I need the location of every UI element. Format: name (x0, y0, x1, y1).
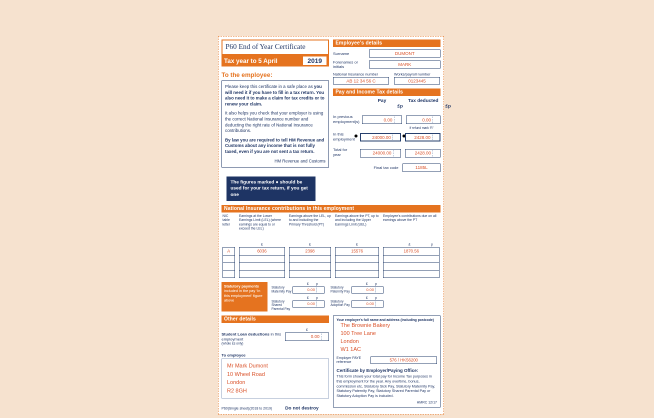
earnings-at-lel-field: 6036 (257, 248, 267, 254)
statutory-payments-label: Statutory payments included in the pay ‘In this employment’ figure above (222, 282, 268, 311)
nino-label: National Insurance number (333, 72, 379, 77)
ni-empty-cell (239, 270, 284, 278)
pence-sign: p (316, 282, 318, 286)
student-loan-field: 0.00 (285, 332, 329, 341)
previous-tax-field: 0.00 (406, 116, 441, 125)
pound-sign: £ (397, 103, 400, 109)
statutory-maternity-pay-field: 0.00 (293, 286, 325, 293)
pound-sign: £ (306, 328, 308, 332)
ni-empty-cell (336, 262, 379, 270)
final-tax-code-field: 1185L (403, 163, 441, 172)
figures-marked-note: The figures marked ● should be used for your tax return, if you get one (227, 176, 316, 201)
pound-sign: £ (365, 296, 368, 300)
forenames-label: Forenames or initials (333, 60, 358, 69)
pence-sign: p (375, 282, 377, 286)
ni-empty-cell (239, 262, 284, 270)
pound-sign: £ (306, 296, 309, 300)
section-other-details: Other details (222, 315, 330, 323)
ni-letter-column (223, 247, 235, 278)
nino-field: AB 12 34 56 C (333, 77, 389, 85)
surname-label: Surname (333, 51, 350, 56)
pound-sign: £ (306, 282, 309, 286)
ni-lel-pt-column (289, 247, 331, 278)
pound-sign: £ (445, 103, 448, 109)
forenames-field: MARK (369, 61, 441, 69)
paye-reference-row (337, 356, 438, 365)
instruction-paragraph: By law you are required to tell HM Revenue and Customs about any income that is not fully taxed, even if you are not sent a tax return. (225, 137, 325, 155)
ni-empty-cell (223, 270, 234, 278)
ni-lel-column (239, 247, 285, 278)
form-footer (222, 406, 330, 412)
pound-sign: £ (408, 242, 411, 247)
employer-address-line: The Brownie Bakery (340, 322, 391, 329)
statutory-payments-section (222, 282, 441, 311)
left-column (222, 40, 330, 201)
employee-address-box (222, 359, 330, 399)
ni-empty-cell (223, 255, 234, 263)
pay-column-header: Pay (377, 98, 387, 104)
employee-address-line: Mr Mark Dumont (227, 363, 268, 370)
pound-sign: £ (260, 242, 263, 247)
total-pay-field: 24000.00 (360, 149, 401, 158)
employee-address-line: London (227, 379, 246, 386)
ni-contributions-column (383, 247, 439, 278)
paye-reference-field: 576 / HK56200 (371, 356, 438, 364)
ni-empty-cell (384, 255, 439, 263)
payroll-number-label: Works/payroll number (394, 72, 431, 77)
employer-address-line: W1 1AC (340, 346, 361, 353)
statutory-adoption-pay-field: 0.00 (352, 300, 384, 307)
pay-row-previous-employment: In previous employment(s) 0.00 0.00 (333, 113, 441, 124)
statutory-maternity-pay: Statutory Maternity Pay £ p 0.00 (272, 282, 327, 294)
refund-note: if refund mark ‘R’ (409, 126, 434, 131)
final-tax-code-row (333, 163, 441, 172)
pay-row-this-employment: if refund mark ‘R’ In this employment 24000.00 2428.00 (333, 131, 441, 142)
section-ni-contributions: National Insurance contributions in this employment (222, 205, 441, 213)
do-not-destroy-label: Do not destroy (285, 405, 319, 412)
this-employment-pay-field: 24000.00 (360, 133, 401, 142)
employer-address-line: London (340, 338, 359, 345)
ni-empty-cell (384, 270, 439, 278)
ni-empty-cell (239, 255, 284, 263)
ni-empty-cell (289, 255, 330, 263)
employer-column (333, 315, 441, 411)
pence-sign: p (447, 103, 451, 109)
employee-contributions-field: 1870.56 (403, 248, 419, 254)
ni-empty-cell (336, 255, 379, 263)
section-employee-details: Employee's details (333, 40, 441, 48)
pence-sign: p (431, 242, 434, 247)
employee-address-line: R2 8GH (227, 387, 247, 394)
certificate-text: This form shows your total pay for Income Tax purposes in this employment for the year. Any overtime, bonus, commission etc, Statutory Sick Pay, Statutory Maternity Pay, Statutory Paternity Pay, Statutory Shared Parental Pay or Statutory Adoption Pay is included. (336, 374, 436, 399)
this-employment-tax-field: 2428.00 (405, 133, 441, 142)
pence-sign: p (399, 103, 403, 109)
statutory-adoption-pay: Statutory Adoption Pay £ p 0.00 (331, 296, 386, 312)
final-tax-code-label: Final tax code (373, 165, 399, 170)
total-tax-field: 2428.00 (405, 149, 441, 158)
ni-col-header-lel-pt: Earnings above the LEL, up to and including the Primary Threshold (PT) (288, 214, 331, 227)
ni-table (222, 212, 441, 279)
statutory-shared-parental-pay-field: 0.00 (293, 300, 325, 307)
pound-sign: £ (365, 282, 368, 286)
section-pay-tax: Pay and Income Tax details (333, 89, 441, 97)
employer-address-header: Your employer's full name and address (including postcode) (336, 318, 434, 322)
certificate-heading: Certificate by Employer/Paying Office: (336, 368, 419, 374)
statutory-paternity-pay-field: 0.00 (352, 286, 384, 293)
tax-deducted-column-header: Tax deducted (408, 98, 439, 104)
ni-col-header-pt-uel: Earnings above the PT, up to and including the Upper Earnings Limit (UEL) (335, 214, 379, 227)
ni-pt-uel-column (335, 247, 379, 278)
pence-sign: p (375, 296, 377, 300)
to-employee-heading: To the employee: (221, 71, 273, 79)
tax-year-label: Tax year to 5 April (224, 57, 278, 65)
ni-empty-cell (223, 262, 234, 270)
ni-col-header-letter: NIC table letter (222, 214, 231, 227)
hmrc-signature: HM Revenue and Customs (274, 158, 326, 164)
tax-year-value: 2019 (303, 57, 326, 66)
statutory-shared-parental-pay: Statutory Shared Parental Pay £ p 0.00 (272, 296, 327, 312)
earnings-pt-to-uel-field: 15576 (351, 248, 363, 254)
ni-empty-cell (289, 262, 330, 270)
employer-address-line: 100 Tree Lane (340, 330, 376, 337)
student-loan-row: Student Loan deductions in this employment (whole £s only) £ 0.00 (222, 328, 330, 346)
statutory-paternity-pay: Statutory Paternity Pay £ p 0.00 (331, 282, 386, 294)
employer-details-box (333, 315, 441, 407)
to-employee-label: To employee (221, 353, 246, 358)
ni-empty-cell (384, 262, 439, 270)
ni-empty-cell (336, 270, 379, 278)
p60-form-sheet (218, 36, 451, 412)
ni-empty-cell (289, 270, 330, 278)
form-id: P60(Single sheet)(2018 to 2019) (221, 407, 273, 411)
pay-row-total-year: Total for year 24000.00 2428.00 (333, 146, 441, 157)
pound-sign: £ (356, 242, 358, 247)
right-column (333, 40, 451, 201)
pound-sign: £ (308, 242, 311, 247)
instruction-paragraph: It also helps you check that your employer is using the correct National Insurance number and deducting the right rate of National Insurance contributions. (225, 110, 324, 134)
other-details-column (222, 315, 330, 411)
pence-sign: p (316, 296, 318, 300)
employer-address (337, 322, 438, 354)
ni-col-header-contributions: Employee's contributions due on all earnings above the PT (383, 214, 437, 223)
surname-field: DUMONT (369, 50, 441, 58)
tax-year-bar (222, 55, 330, 67)
ni-col-header-lel: Earnings at the Lower Earnings Limit (LEL) (where earnings are equal to or exceed the LEL) (238, 214, 282, 231)
earnings-lel-to-pt-field: 2398 (305, 248, 315, 254)
form-title: P60 End of Year Certificate (222, 40, 330, 56)
employee-instructions (222, 81, 330, 168)
hmrc-form-reference: HMRC 12/17 (416, 401, 437, 405)
paye-reference-label: Employer PAYE reference (336, 356, 362, 365)
tax-return-marker-dot (355, 135, 358, 138)
nic-table-letter-field: A (227, 248, 231, 254)
previous-pay-field: 0.00 (362, 116, 402, 125)
instruction-paragraph: Please keep this certificate in a safe place as you will need it if you have to fill in a tax return. You also need it to make a claim for tax credits or to renew your claim. (225, 84, 325, 107)
payroll-number-field: 0123445 (394, 77, 440, 85)
employee-address-line: 10 Wheel Road (227, 371, 265, 378)
